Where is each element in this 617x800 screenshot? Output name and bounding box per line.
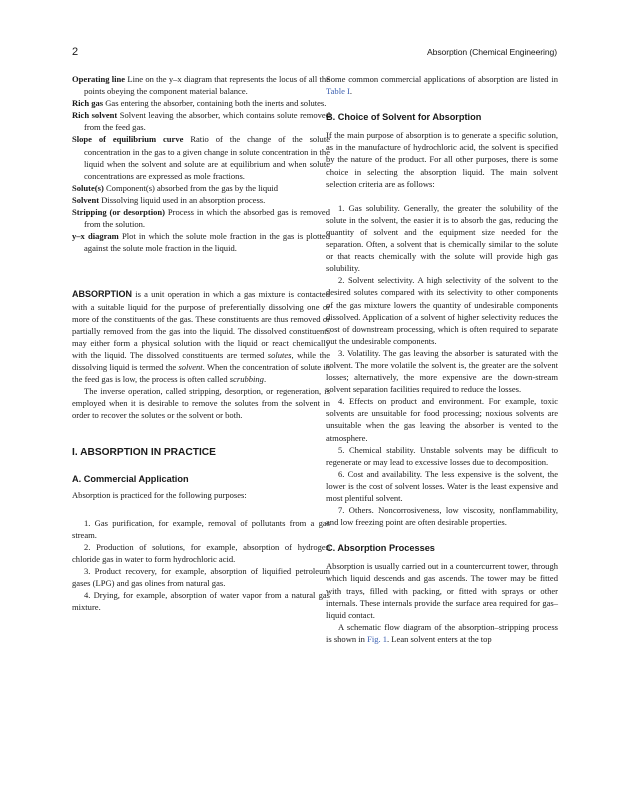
subsection-heading-a: A. Commercial Application <box>72 473 189 484</box>
glossary-entry <box>72 133 330 181</box>
criteria-item: 3. Volatility. The gas leaving the absorber is saturated with the solvent. The more volatile the solvent is, the greater are the solvent losses; alternatively, the more expensive are the down-stream solvent separation facilities required to reduce the losses. <box>326 347 558 395</box>
table-link[interactable]: Table I <box>326 86 350 97</box>
solvent-intro: If the main purpose of absorption is to generate a specific solution, as in the manufacture of hydrochloric acid, the solvent is specified by the nature of the product. For all other purposes, there is some choice in selecting the absorption liquid. The main solvent selection criteria are as follows: <box>326 130 558 189</box>
glossary-def: Solvent leaving the absorber, which contains solute removed from the feed gas. <box>84 110 330 133</box>
glossary-term: Rich gas <box>72 98 104 109</box>
criteria-item: 7. Others. Noncorrosiveness, low viscosity, nonflammability, and low freezing point are often desirable properties. <box>326 505 558 528</box>
running-head: Absorption (Chemical Engineering) <box>427 47 557 57</box>
glossary-entry <box>72 206 330 230</box>
criteria-item: 5. Chemical stability. Unstable solvents may be difficult to regenerate or may lead to excessive losses due to decomposition. <box>326 444 558 467</box>
glossary-entry <box>72 109 330 133</box>
criteria-item: 1. Gas solubility. Generally, the greater the solubility of the solute in the solvent, the easier it is to absorb the gas, reducing the quantity of solvent and the equipment size needed for the separation. Often, a solvent that is chemically similar to the solute or that reacts chemically with the solute will provide high gas solubility. <box>326 202 558 274</box>
glossary-term: y–x diagram <box>72 231 119 242</box>
purpose-item: 3. Product recovery, for example, absorption of liquified petroleum gases (LPG) and gas olines from natural gas. <box>72 566 330 589</box>
subsection-heading-b: B. Choice of Solvent for Absorption <box>326 112 482 123</box>
glossary-term: Solute(s) <box>72 182 104 193</box>
glossary-term: Solvent <box>72 194 100 205</box>
processes-paragraph: Absorption is usually carried out in a countercurrent tower, through which liquid descends and gas ascends. The tower may be fitted with trays, filled with packing, or fitted with sprays or other internals. These internals provide the surface area required for gas–liquid contact. <box>326 561 558 620</box>
glossary-entry <box>72 230 330 254</box>
glossary-term: Stripping (or desorption) <box>72 207 165 218</box>
glossary-entry <box>72 194 330 206</box>
processes-paragraph-2: A schematic flow diagram of the absorption–stripping process is shown in Fig. 1. Lean solvent enters at the top <box>326 621 558 644</box>
glossary-def: Gas entering the absorber, containing both the inerts and solutes. <box>105 98 327 109</box>
glossary-def: Line on the y–x diagram that represents the locus of all the points obeying the component material balance. <box>84 74 330 97</box>
intro-paragraph: ABSORPTION is a unit operation in which a gas mixture is contacted with a suitable liquid for the purpose of preferentially dissolving one or more of the constituents of the gas. These constituents are thus removed or partially removed from the gas into the liquid. The dissolved constituents may either form a physical solution with the liquid or react chemically with the liquid. The dissolved constituents are termed solutes, while the dissolving liquid is termed the solvent. When the concentration of solute in the feed gas is low, the process is often called scrubbing. <box>72 289 330 385</box>
purposes-intro: Absorption is practiced for the following purposes: <box>72 489 247 500</box>
glossary-def: Process in which the absorbed gas is removed from the solution. <box>84 207 331 230</box>
glossary-def: Component(s) absorbed from the gas by the liquid <box>105 182 279 193</box>
purpose-item: 2. Production of solutions, for example, absorption of hydrogen chloride gas in water to form hydrochloric acid. <box>72 541 330 564</box>
subsection-heading-c: C. Absorption Processes <box>326 543 435 554</box>
section-heading: I. ABSORPTION IN PRACTICE <box>72 447 216 459</box>
glossary-def: Plot in which the solute mole fraction in the gas is plotted against the solute mole fraction in the liquid. <box>84 231 330 254</box>
glossary-def: Ratio of the change of the solute concentration in the gas to a given change in solute concentration in the liquid when the solvent and solute are at equilibrium and when solute concentrations are expressed as mole fractions. <box>84 134 330 181</box>
glossary-term: Operating line <box>72 74 126 84</box>
glossary-entry <box>72 182 330 194</box>
purpose-item: 4. Drying, for example, absorption of water vapor from a natural gas mixture. <box>72 590 330 613</box>
figure-link[interactable]: Fig. 1 <box>367 633 388 644</box>
intro-paragraph-2: The inverse operation, called stripping, desorption, or regeneration, is employed when it is desirable to remove the solutes from the solvent in order to recover the solutes or the solvent or both. <box>72 386 330 421</box>
lead-word: ABSORPTION <box>72 289 133 300</box>
glossary-def: Dissolving liquid used in an absorption process. <box>101 194 266 205</box>
glossary-term: Slope of equilibrium curve <box>72 134 184 145</box>
glossary-entry <box>72 97 330 109</box>
glossary <box>72 73 330 254</box>
criteria-item: 6. Cost and availability. The less expensive is the solvent, the lower is the cost of solvent losses. Water is the least expensive and most plentiful solvent. <box>326 468 558 503</box>
left-column <box>72 73 330 613</box>
page-number: 2 <box>72 46 79 58</box>
applications-paragraph: Some common commercial applications of absorption are listed in Table I. <box>326 74 558 97</box>
glossary-entry <box>72 73 330 97</box>
glossary-term: Rich solvent <box>72 110 118 121</box>
criteria-item: 2. Solvent selectivity. A high selectivity of the solvent to the desired solutes compared with its selectivity to other components of the gas mixture lowers the quantity of undesirable components dissolved. Application of a solvent of higher selectivity reduces the cost of downstream processing, which is often required to separate out the undesirable components. <box>326 275 558 346</box>
right-column <box>326 73 558 645</box>
criteria-item: 4. Effects on product and environment. For example, toxic solvents are unsuitable for food processing; noxious solvents are unsuitable when the gas leaving the absorber is vented to the atmosphere. <box>326 396 558 443</box>
purpose-item: 1. Gas purification, for example, removal of pollutants from a gas stream. <box>72 517 330 540</box>
